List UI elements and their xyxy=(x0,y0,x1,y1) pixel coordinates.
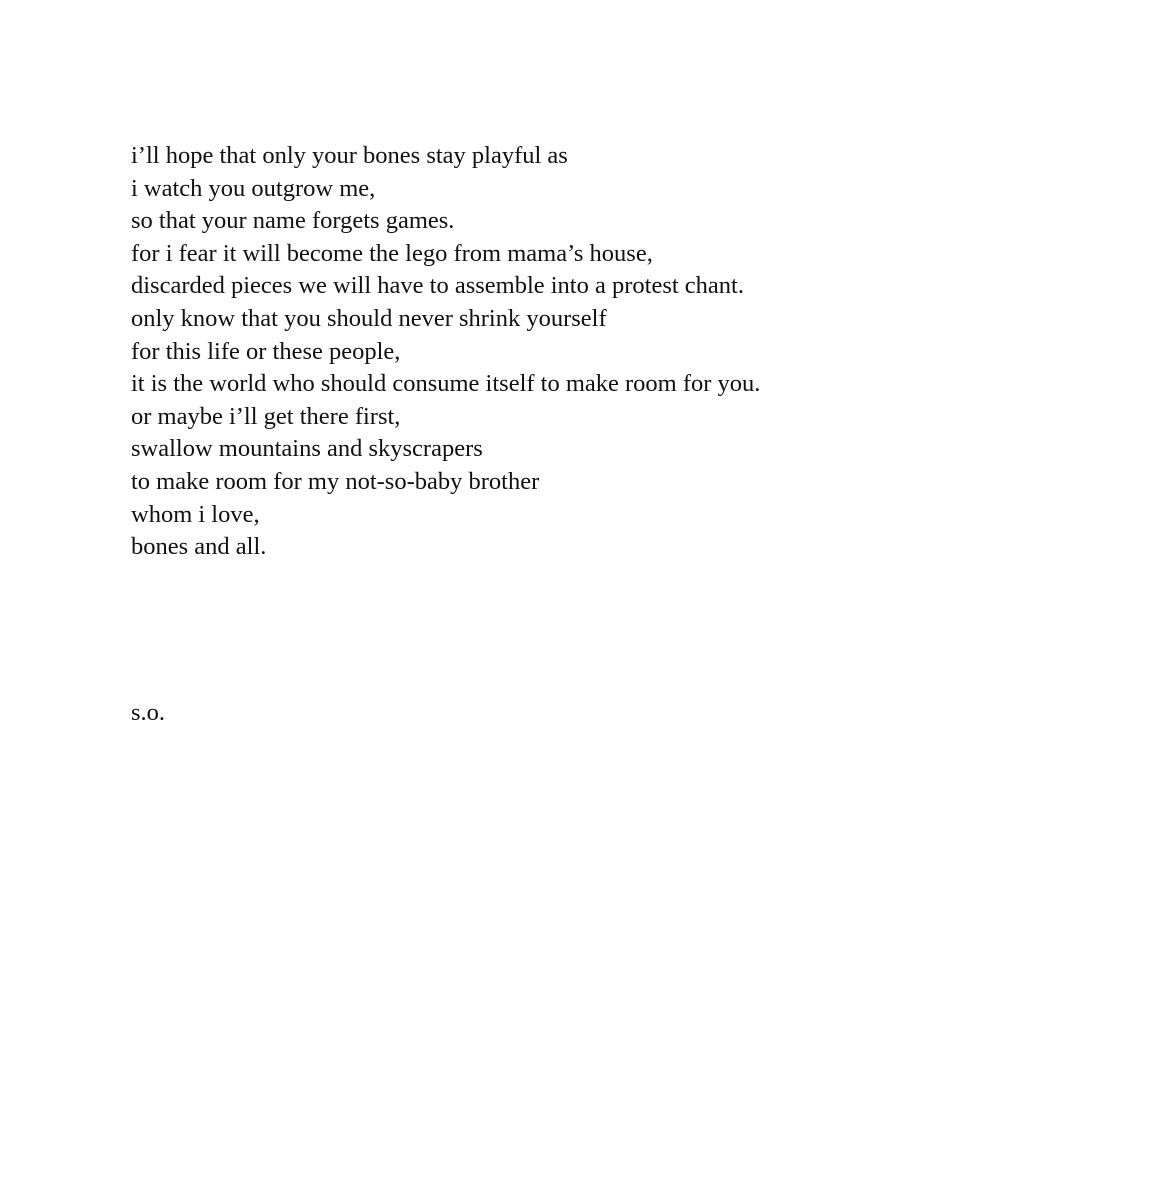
poem-line: discarded pieces we will have to assemble into a protest chant. xyxy=(131,272,744,300)
poem-line: or maybe i’ll get there first, xyxy=(131,402,401,430)
poem-line: i’ll hope that only your bones stay playful as xyxy=(131,142,568,169)
poem-line: for i fear it will become the lego from mama’s house, xyxy=(131,239,653,267)
poem-line: swallow mountains and skyscrapers xyxy=(131,435,483,463)
poem-line: whom i love, xyxy=(131,500,260,528)
author-signature: s.o. xyxy=(131,699,166,726)
poem-line: only know that you should never shrink yourself xyxy=(131,304,607,332)
poem-line: it is the world who should consume itself to make room for you. xyxy=(131,370,761,398)
poem-line: i watch you outgrow me, xyxy=(131,174,376,202)
poem-line: bones and all. xyxy=(131,533,267,561)
poem-body xyxy=(131,140,760,564)
poem-line: for this life or these people, xyxy=(131,337,401,365)
poem-line: to make room for my not-so-baby brother xyxy=(131,467,540,495)
poem-line: so that your name forgets games. xyxy=(131,207,455,235)
